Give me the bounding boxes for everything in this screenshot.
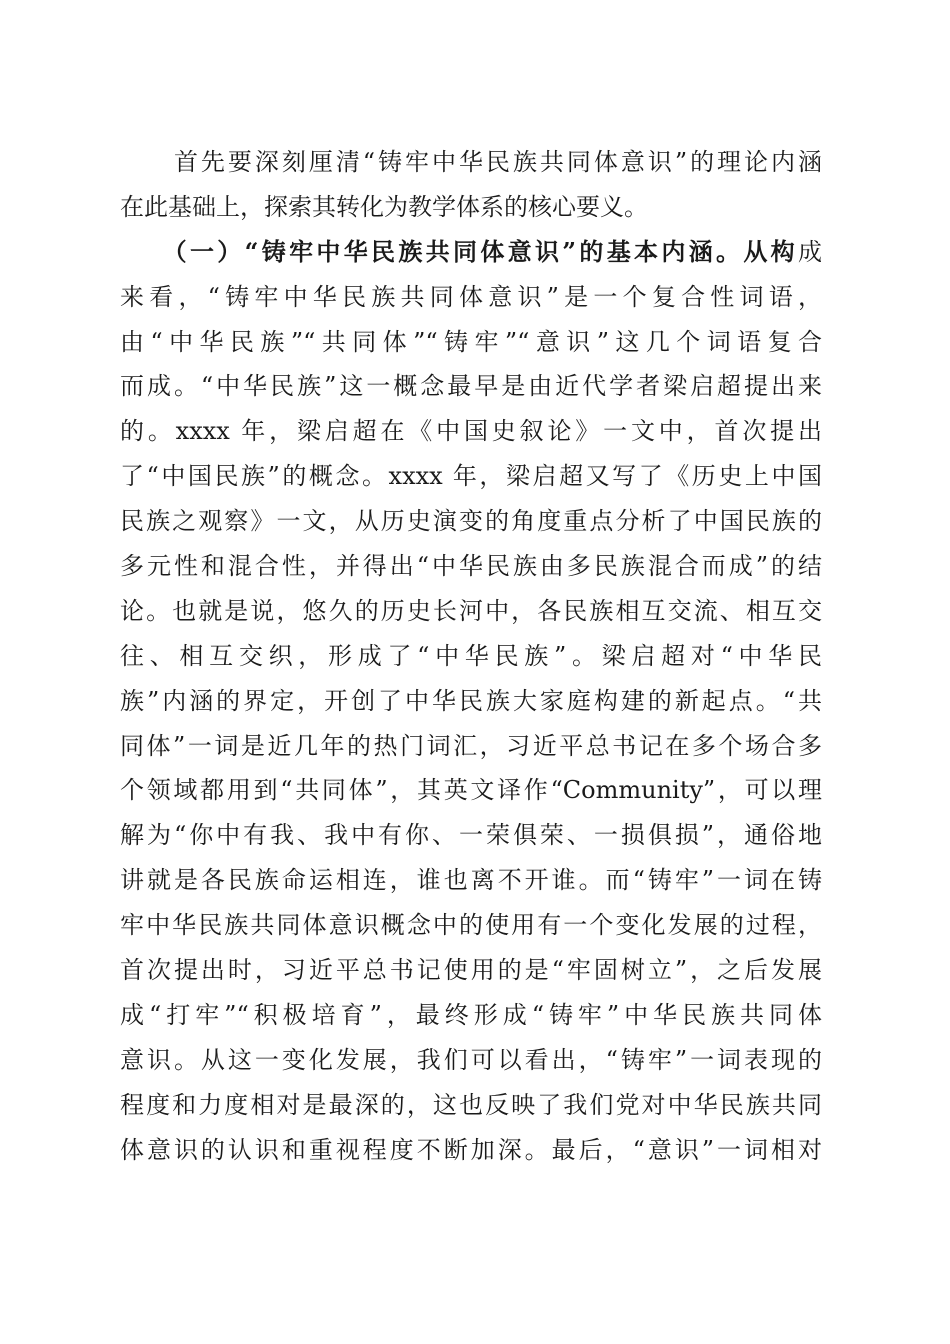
text-line: 首先要深刻厘清“铸牢中华民族共同体意识”的理论内涵 [120, 148, 822, 176]
document-body [120, 140, 822, 1172]
text-line: 意识。从这一变化发展，我们可以看出，“铸牢”一词表现的 [120, 1045, 822, 1074]
text-line: 由“中华民族”“共同体”“铸牢”“意识”这几个词语复合 [120, 327, 822, 356]
text-line: 多元性和混合性，并得出“中华民族由多民族混合而成”的结 [120, 552, 822, 581]
text-line: 同体”一词是近几年的热门词汇，习近平总书记在多个场合多 [120, 731, 822, 760]
text-run: 成 [798, 237, 822, 266]
text-line: 个领域都用到“共同体”，其英文译作“Community”，可以理 [120, 776, 822, 805]
text-line: 往、相互交织，形成了“中华民族”。梁启超对“中华民 [120, 641, 822, 670]
section-heading: （一）“铸牢中华民族共同体意识”的基本内涵。从构 [120, 236, 798, 266]
text-line: 来看，“铸牢中华民族共同体意识”是一个复合性词语， [120, 282, 822, 311]
text-line: 程度和力度相对是最深的，这也反映了我们党对中华民族共同 [120, 1090, 822, 1119]
text-line: 的。xxxx 年，梁启超在《中国史叙论》一文中，首次提出 [120, 417, 822, 446]
text-line: 首次提出时，习近平总书记使用的是“牢固树立”，之后发展 [120, 956, 822, 985]
text-line: 讲就是各民族命运相连，谁也离不开谁。而“铸牢”一词在铸 [120, 866, 822, 895]
text-line: 解为“你中有我、我中有你、一荣俱荣、一损俱损”，通俗地 [120, 821, 822, 850]
text-line: 成“打牢”“积极培育”，最终形成“铸牢”中华民族共同体 [120, 1000, 822, 1029]
text-line: 在此基础上，探索其转化为教学体系的核心要义。 [120, 192, 648, 221]
text-line: 族”内涵的界定，开创了中华民族大家庭构建的新起点。“共 [120, 686, 822, 715]
text-line: 牢中华民族共同体意识概念中的使用有一个变化发展的过程， [120, 911, 822, 940]
text-line: 了“中国民族”的概念。xxxx 年，梁启超又写了《历史上中国 [120, 462, 822, 491]
text-line: 民族之观察》一文，从历史演变的角度重点分析了中国民族的 [120, 507, 822, 536]
text-line: 而成。“中华民族”这一概念最早是由近代学者梁启超提出来 [120, 372, 822, 401]
text-line: 论。也就是说，悠久的历史长河中，各民族相互交流、相互交 [120, 596, 822, 625]
document-page [120, 140, 822, 1172]
text-line [120, 230, 822, 275]
text-line: 体意识的认识和重视程度不断加深。最后，“意识”一词相对 [120, 1135, 822, 1164]
